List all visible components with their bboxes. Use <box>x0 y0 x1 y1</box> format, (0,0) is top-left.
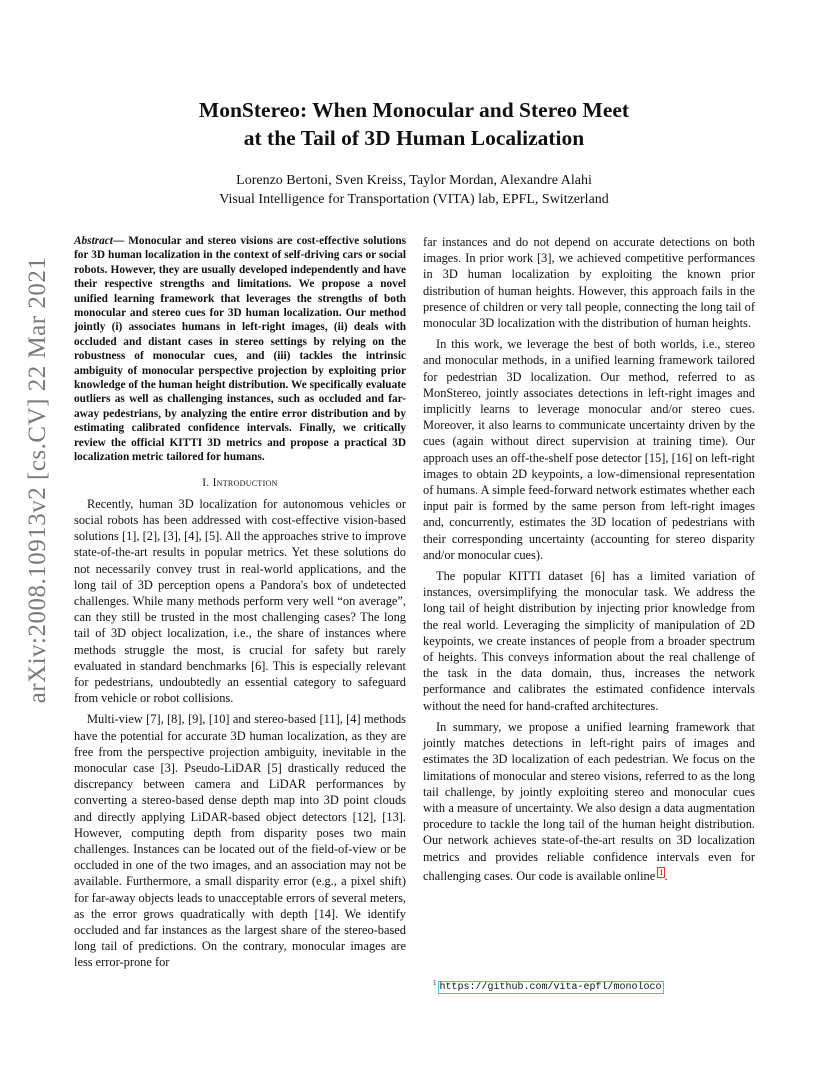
body-paragraph: Multi-view [7], [8], [9], [10] and stereo-based [11], [4] methods have the potential for accurate 3D human localization, as they are free from the perspective projection ambiguity, inevitable in the monocular case [3]. Pseudo-LiDAR [5] drastically reduced the discrepancy between camera and LiDAR performances by converting a stereo-based dense depth map into 3D point clouds and directly applying LiDAR-based object detectors [12], [13]. However, computing depth from disparity poses two main challenges. Instances can be located out of the field-of-view or be occluded in one of the two images, and an association may not be available. Furthermore, a small disparity error (e.g., a pixel shift) for far-away objects leads to unacceptable errors of several meters, as the error grows quadratically with depth [14]. We identify occluded and far instances as the largest share of the stereo-based long tail of predictions. On the contrary, monocular images are less error-prone for <box>74 712 406 970</box>
section-title: Introduction <box>212 476 278 489</box>
body-paragraph-text: In summary, we propose a unified learning framework that jointly matches detections in left-right pairs of images and estimates the 3D localization of each pedestrian. We focus on the limitations of monocular and stereo visions, referred to as the long tail challenge, by jointly exploiting stereo and monocular cues with a measure of uncertainty. We also design a data augmentation procedure to tackle the long tail of the human height distribution. Our network achieves state-of-the-art results on 3D localization metrics and provides reliable confidence intervals even for challenging cases. Our code is available online <box>423 719 755 883</box>
arxiv-identifier-text: arXiv:2008.10913v2 [cs.CV] 22 Mar 2021 <box>24 256 51 704</box>
footnote <box>433 979 663 993</box>
author-block <box>100 171 728 209</box>
left-column <box>74 234 406 976</box>
body-paragraph: In this work, we leverage the best of both worlds, i.e., stereo and monocular methods, in a unified learning framework tailored for pedestrian 3D localization. Our method, referred to as MonStereo, jointly associates detections in left-right images and implicitly learns to leverage monocular and/or stereo cues. Moreover, it also learns to communicate uncertainty driven by the cues (again without direct supervision at training time). Our approach uses an off-the-shelf pose detector [15], [16] on left-right images to obtain 2D keypoints, a low-dimensional representation of humans. A simple feed-forward network estimates whether each input pair is formed by the same person from left-right images and, concurrently, estimates the 3D location of pedestrians with their corresponding uncertainty (accounting for stereo disparity and/or monocular cues). <box>423 337 755 562</box>
abstract-label: Abstract <box>74 235 113 247</box>
section-number: I. <box>202 476 213 489</box>
author-affiliation: Visual Intelligence for Transportation (VITA) lab, EPFL, Switzerland <box>219 192 609 207</box>
right-column <box>423 234 755 889</box>
arxiv-identifier <box>20 256 56 704</box>
body-paragraph-final: In summary, we propose a unified learning framework that jointly matches detections in left-right pairs of images and estimates the 3D localization of each pedestrian. We focus on the limitations of monocular and stereo visions, referred to as the long tail challenge, by jointly exploiting stereo and monocular cues with a measure of uncertainty. We also design a data augmentation procedure to tackle the long tail of the human height distribution. Our network achieves state-of-the-art results on 3D localization metrics and provides reliable confidence intervals even for challenging cases. Our code is available online $^1$. <box>423 719 755 883</box>
paper-title <box>100 96 728 152</box>
author-names: Lorenzo Bertoni, Sven Kreiss, Taylor Mordan, Alexandre Alahi <box>236 173 592 188</box>
abstract-text: Monocular and stereo visions are cost-effective solutions for 3D human localization in the context of self-driving cars or social robots. However, they are usually developed independently and have their respective strengths and limitations. We propose a novel unified learning framework that leverages the strengths of both monocular and stereo cues for 3D human localization. Our method jointly (i) associates humans in left-right images, (ii) deals with occluded and distant cases in stereo settings by relying on the robustness of monocular cues, and (iii) tackles the intrinsic ambiguity of monocular perspective projection by exploiting prior knowledge of the human height distribution. We specifically evaluate outliers as well as challenging instances, such as occluded and far-away pedestrians, by analyzing the entire error distribution and by estimating calibrated confidence intervals. Finally, we critically review the official KITTI 3D metrics and propose a practical 3D localization metric tailored for humans. <box>74 235 407 464</box>
footnote-url-link[interactable]: https://github.com/vita-epfl/monoloco <box>439 982 662 994</box>
body-paragraph: Recently, human 3D localization for autonomous vehicles or social robots has been addressed with cost-effective vision-based solutions [1], [2], [3], [4], [5]. All the approaches strive to improve state-of-the-art results in popular metrics. Yet these solutions do not necessarily convey trust in real-world applications, and the long tail of 3D perception opens a Pandora's box of undetected challenges. While many methods perform very well “on average”, can they still be trusted in the most challenging cases? The long tail of 3D object localization, i.e., the share of instances where methods struggle the most, is crucial for safety but rarely evaluated in standard benchmarks [6]. This is especially relevant for pedestrians, undoubtedly an essential category to safeguard from vehicle or robot collisions. <box>74 496 406 706</box>
paper-title-line-2: at the Tail of 3D Human Localization <box>243 126 585 150</box>
abstract: Abstract— Monocular and stereo visions are cost-effective solutions for 3D human localization in the context of self-driving cars or social robots. However, they are usually developed independently and have their respective strengths and limitations. We propose a novel unified learning framework that leverages the strengths of both monocular and stereo cues for 3D human localization. Our method jointly (i) associates humans in left-right images, (ii) deals with occluded and distant cases in stereo settings by relying on the robustness of monocular cues, and (iii) tackles the intrinsic ambiguity of monocular perspective projection by exploiting prior knowledge of the human height distribution. We specifically evaluate outliers as well as challenging instances, such as occluded and far-away pedestrians, by analyzing the entire error distribution and by estimating calibrated confidence intervals. Finally, we critically review the official KITTI 3D metrics and propose a practical 3D localization metric tailored for humans. <box>74 235 407 464</box>
body-paragraph: far instances and do not depend on accurate detections on both images. In prior work [3], we achieved competitive performances in 3D human localization by exploiting the known prior distribution of human heights. However, this approach fails in the presence of children or very tall people, connecting the long tail of monocular 3D localization with the distribution of human heights. <box>423 235 755 331</box>
footnote-marker: 1 <box>433 979 437 987</box>
paper-title-line-1: MonStereo: When Monocular and Stereo Meet <box>198 98 630 122</box>
section-heading-introduction <box>74 475 406 491</box>
footnote-reference-link[interactable]: 1 <box>659 867 664 877</box>
body-paragraph: The popular KITTI dataset [6] has a limited variation of instances, oversimplifying the monocular task. We address the long tail of height distribution by injecting prior knowledge from the real world. Leveraging the simplicity of manipulation of 2D keypoints, we create instances of people from a broader spectrum of heights. This conveys information about the real challenge of the task in the data domain, thus, increases the network performance and calibrates the estimated confidence intervals without the need for hand-crafted architectures. <box>423 569 755 713</box>
